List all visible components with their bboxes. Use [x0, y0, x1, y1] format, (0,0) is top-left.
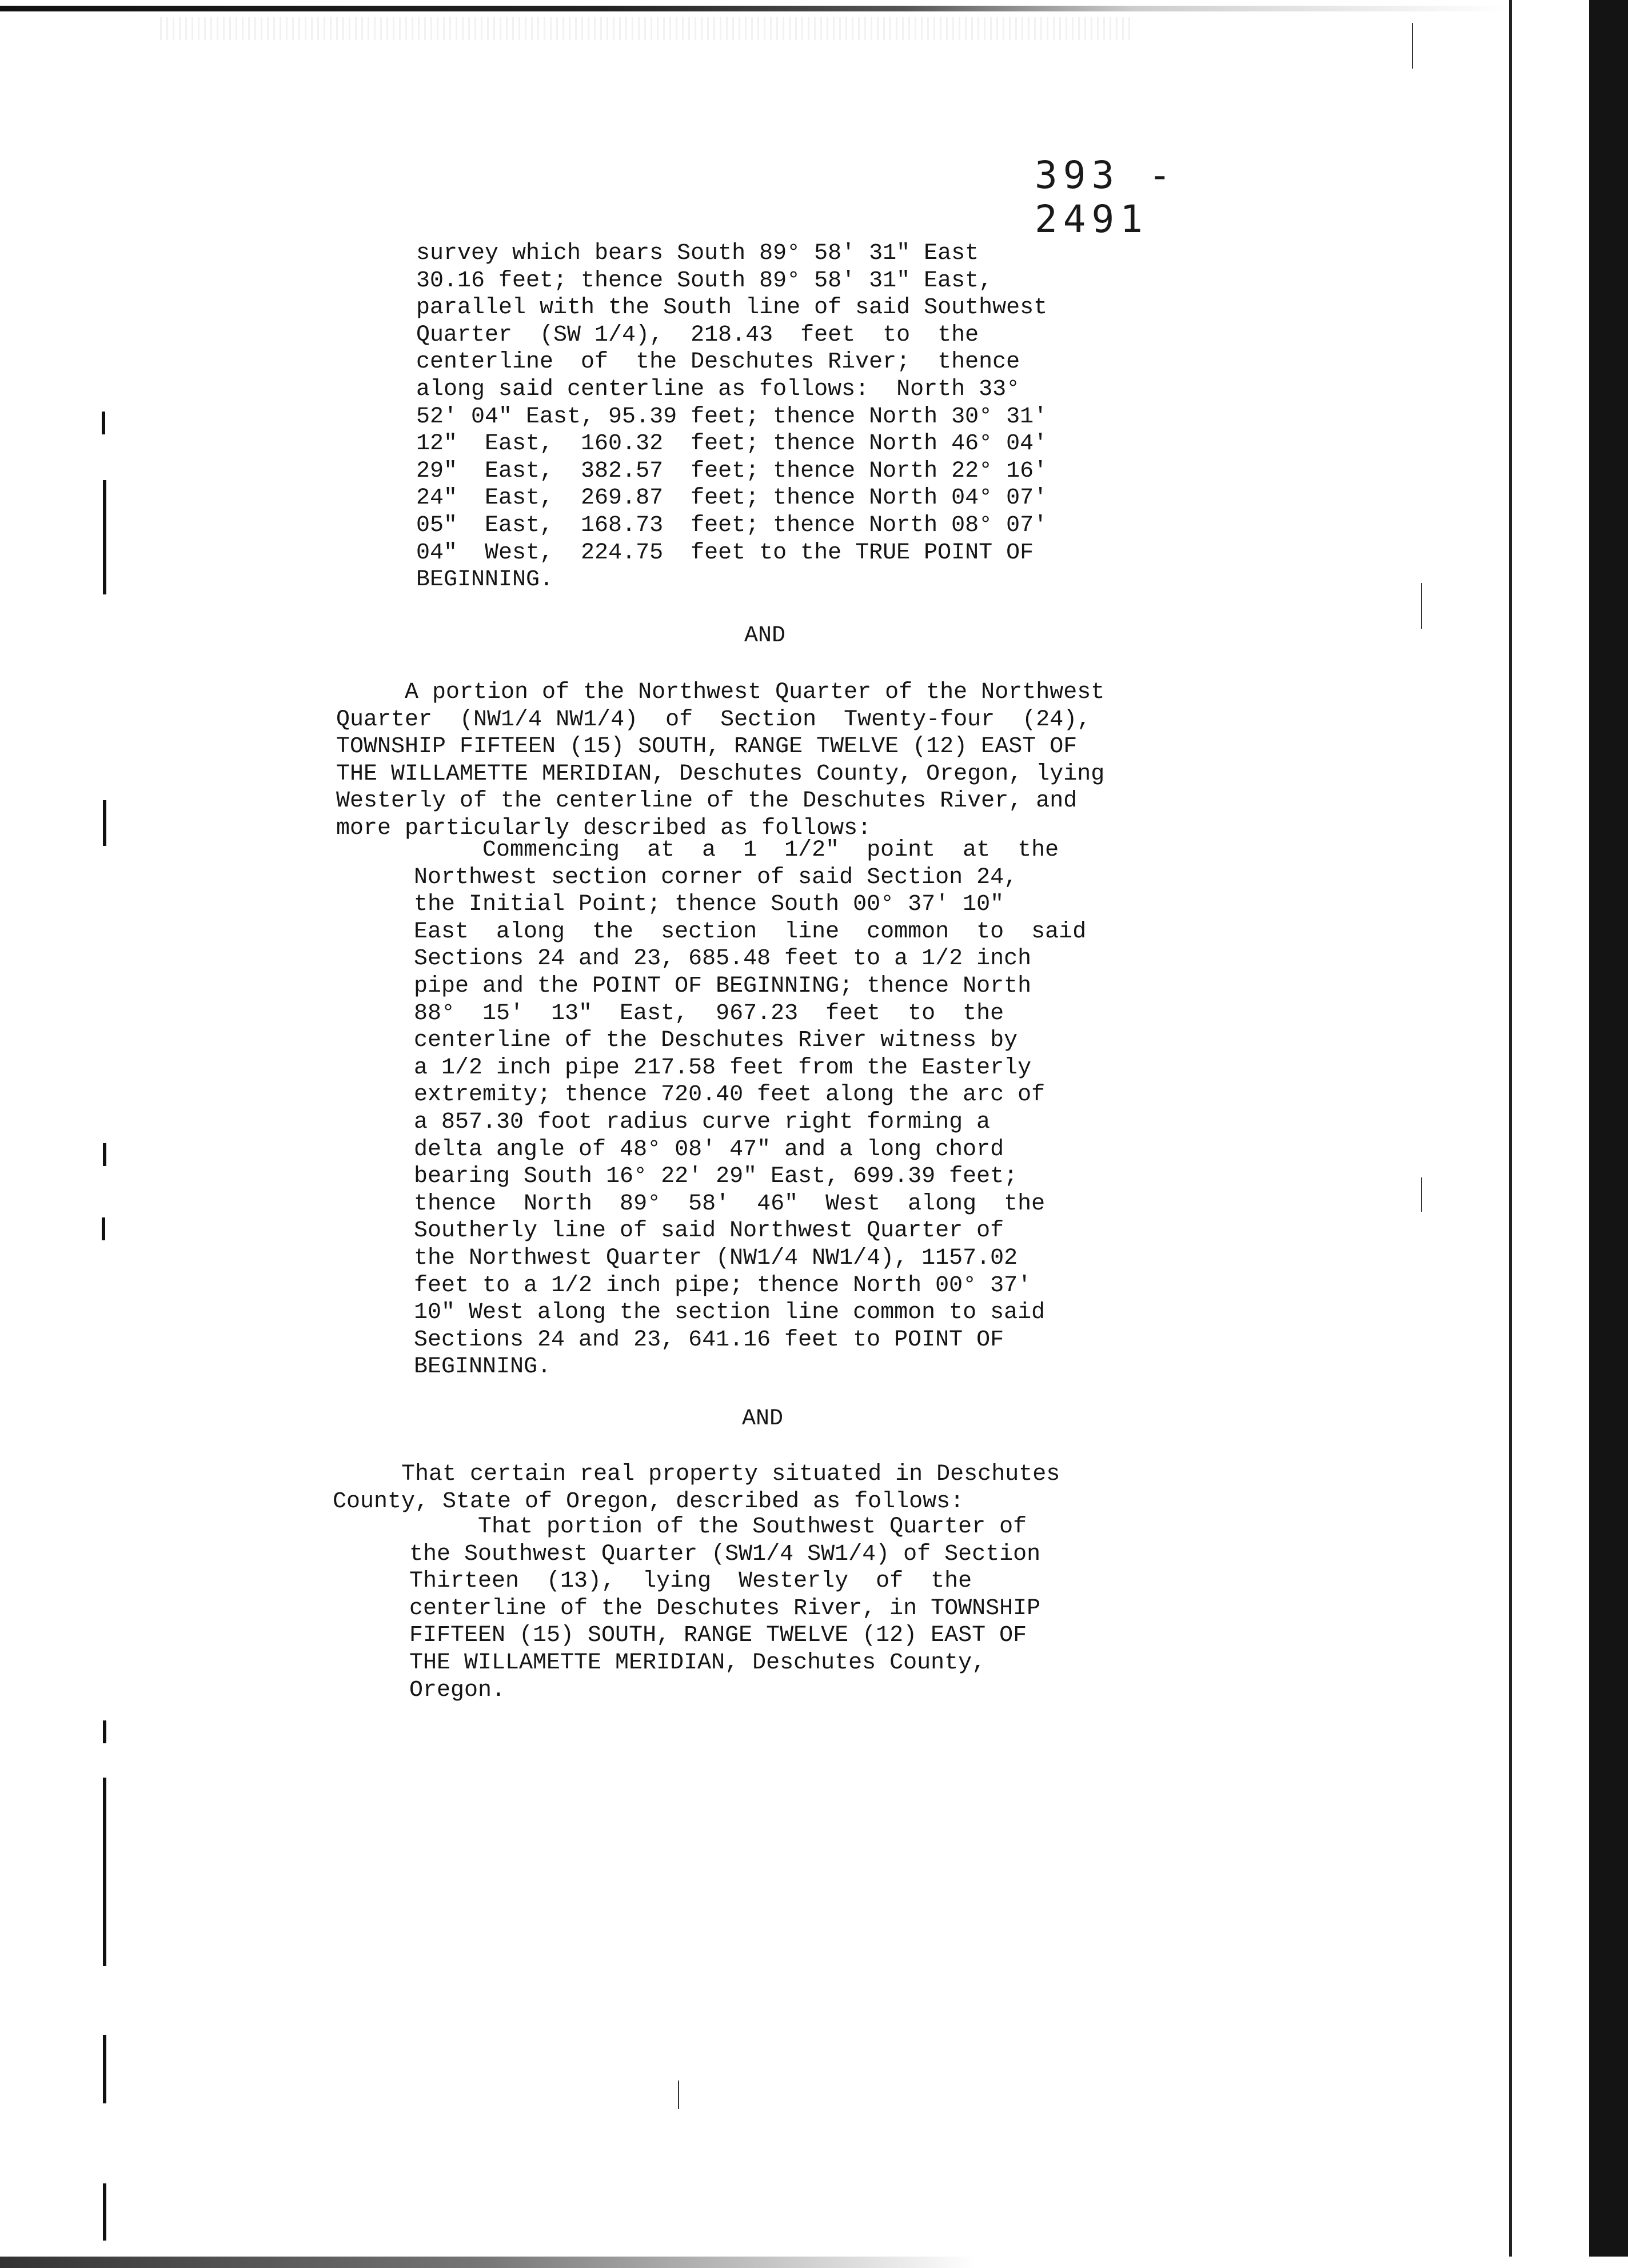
sw-quarter-description-intro: [333, 1461, 1060, 1515]
text-line: THE WILLAMETTE MERIDIAN, Deschutes County,: [409, 1650, 986, 1676]
legal-description-continuation: [416, 240, 1047, 594]
margin-mark: [1421, 583, 1422, 629]
text-line: Quarter (SW 1/4), 218.43 feet to the: [416, 322, 979, 348]
text-line: Northwest section corner of said Section 24,: [414, 864, 1018, 891]
margin-mark: [103, 480, 106, 594]
text-line: BEGINNING.: [414, 1354, 552, 1380]
text-line: Quarter (NW1/4 NW1/4) of Section Twenty-four (24),: [336, 706, 1091, 733]
text-line: the Initial Point; thence South 00° 37' 10": [414, 892, 1004, 918]
text-line: 52' 04" East, 95.39 feet; thence North 30° 31': [416, 404, 1048, 430]
page-number: 393 - 2491: [1035, 153, 1177, 241]
text-line: Southerly line of said Northwest Quarter of: [414, 1218, 1004, 1244]
text-line: a 857.30 foot radius curve right forming a: [414, 1109, 991, 1135]
scan-speckle: [160, 17, 1132, 40]
text-line: 30.16 feet; thence South 89° 58' 31" East,: [416, 267, 993, 294]
margin-mark: [1412, 23, 1413, 69]
margin-mark: [102, 412, 105, 434]
text-line: 10" West along the section line common to said: [414, 1300, 1046, 1326]
scan-bottom-edge: [0, 2257, 1628, 2268]
text-line: 24" East, 269.87 feet; thence North 04° 07': [416, 485, 1048, 512]
text-line: A portion of the Northwest Quarter of the Northwest: [336, 680, 1105, 705]
text-line: delta angle of 48° 08' 47" and a long chord: [414, 1136, 1004, 1163]
scan-top-edge: [0, 6, 1509, 11]
text-line: parallel with the South line of said Southwest: [416, 295, 1048, 321]
text-line: 88° 15' 13" East, 967.23 feet to the: [414, 1000, 1004, 1027]
text-line: more particularly described as follows:: [336, 815, 872, 841]
nw-quarter-description-intro: [336, 679, 1104, 842]
text-line: centerline of the Deschutes River, in TOWNSHIP: [409, 1595, 1041, 1622]
text-line: along said centerline as follows: North 33°: [416, 376, 1020, 402]
text-line: FIFTEEN (15) SOUTH, RANGE TWELVE (12) EAST OF: [409, 1623, 1027, 1649]
margin-mark: [103, 2183, 106, 2241]
text-line: centerline of the Deschutes River witness by: [414, 1028, 1018, 1054]
text-line: TOWNSHIP FIFTEEN (15) SOUTH, RANGE TWELVE (12) EAST OF: [336, 734, 1078, 760]
text-line: bearing South 16° 22' 29" East, 699.39 feet;: [414, 1164, 1018, 1190]
text-line: the Northwest Quarter (NW1/4 NW1/4), 1157.02: [414, 1245, 1018, 1271]
sw-quarter-description: [409, 1514, 1040, 1704]
text-line: pipe and the POINT OF BEGINNING; thence North: [414, 973, 1032, 999]
text-line: That portion of the Southwest Quarter of: [409, 1514, 1027, 1540]
nw-quarter-metes-and-bounds: [414, 837, 1086, 1381]
text-line: 04" West, 224.75 feet to the TRUE POINT OF: [416, 540, 1034, 566]
and-separator: AND: [742, 1406, 784, 1432]
text-line: Sections 24 and 23, 641.16 feet to POINT OF: [414, 1327, 1004, 1353]
text-line: the Southwest Quarter (SW1/4 SW1/4) of Section: [409, 1541, 1041, 1567]
margin-mark: [103, 1143, 106, 1166]
and-separator: AND: [744, 623, 786, 649]
text-line: thence North 89° 58' 46" West along the: [414, 1191, 1046, 1217]
text-line: County, State of Oregon, described as follows:: [333, 1488, 964, 1515]
text-line: centerline of the Deschutes River; thence: [416, 349, 1020, 376]
text-line: Commencing at a 1 1/2" point at the: [414, 837, 1059, 863]
text-line: THE WILLAMETTE MERIDIAN, Deschutes County, Oregon, lying: [336, 761, 1105, 787]
margin-mark: [1421, 1177, 1422, 1212]
text-line: 12" East, 160.32 feet; thence North 46° 04': [416, 431, 1048, 457]
text-line: Westerly of the centerline of the Deschutes River, and: [336, 788, 1078, 814]
text-line: 05" East, 168.73 feet; thence North 08° 07': [416, 512, 1048, 538]
margin-mark: [678, 2081, 679, 2109]
text-line: feet to a 1/2 inch pipe; thence North 00° 37': [414, 1272, 1032, 1299]
text-line: a 1/2 inch pipe 217.58 feet from the Easterly: [414, 1055, 1032, 1081]
text-line: That certain real property situated in Deschutes: [333, 1462, 1060, 1487]
margin-mark: [103, 2035, 106, 2103]
text-line: East along the section line common to said: [414, 919, 1087, 945]
text-line: survey which bears South 89° 58' 31" East: [416, 241, 979, 266]
text-line: extremity; thence 720.40 feet along the arc of: [414, 1082, 1046, 1108]
margin-mark: [103, 1778, 106, 1966]
text-line: Thirteen (13), lying Westerly of the: [409, 1568, 972, 1595]
scan-right-gap: [1512, 0, 1589, 2268]
margin-mark: [102, 1217, 105, 1240]
text-line: Oregon.: [409, 1677, 506, 1703]
scan-right-edge: [1589, 0, 1628, 2268]
text-line: Sections 24 and 23, 685.48 feet to a 1/2 inch: [414, 946, 1032, 972]
margin-mark: [103, 1720, 106, 1743]
text-line: BEGINNING.: [416, 567, 554, 593]
margin-mark: [103, 800, 106, 846]
text-line: 29" East, 382.57 feet; thence North 22° 16': [416, 458, 1048, 484]
